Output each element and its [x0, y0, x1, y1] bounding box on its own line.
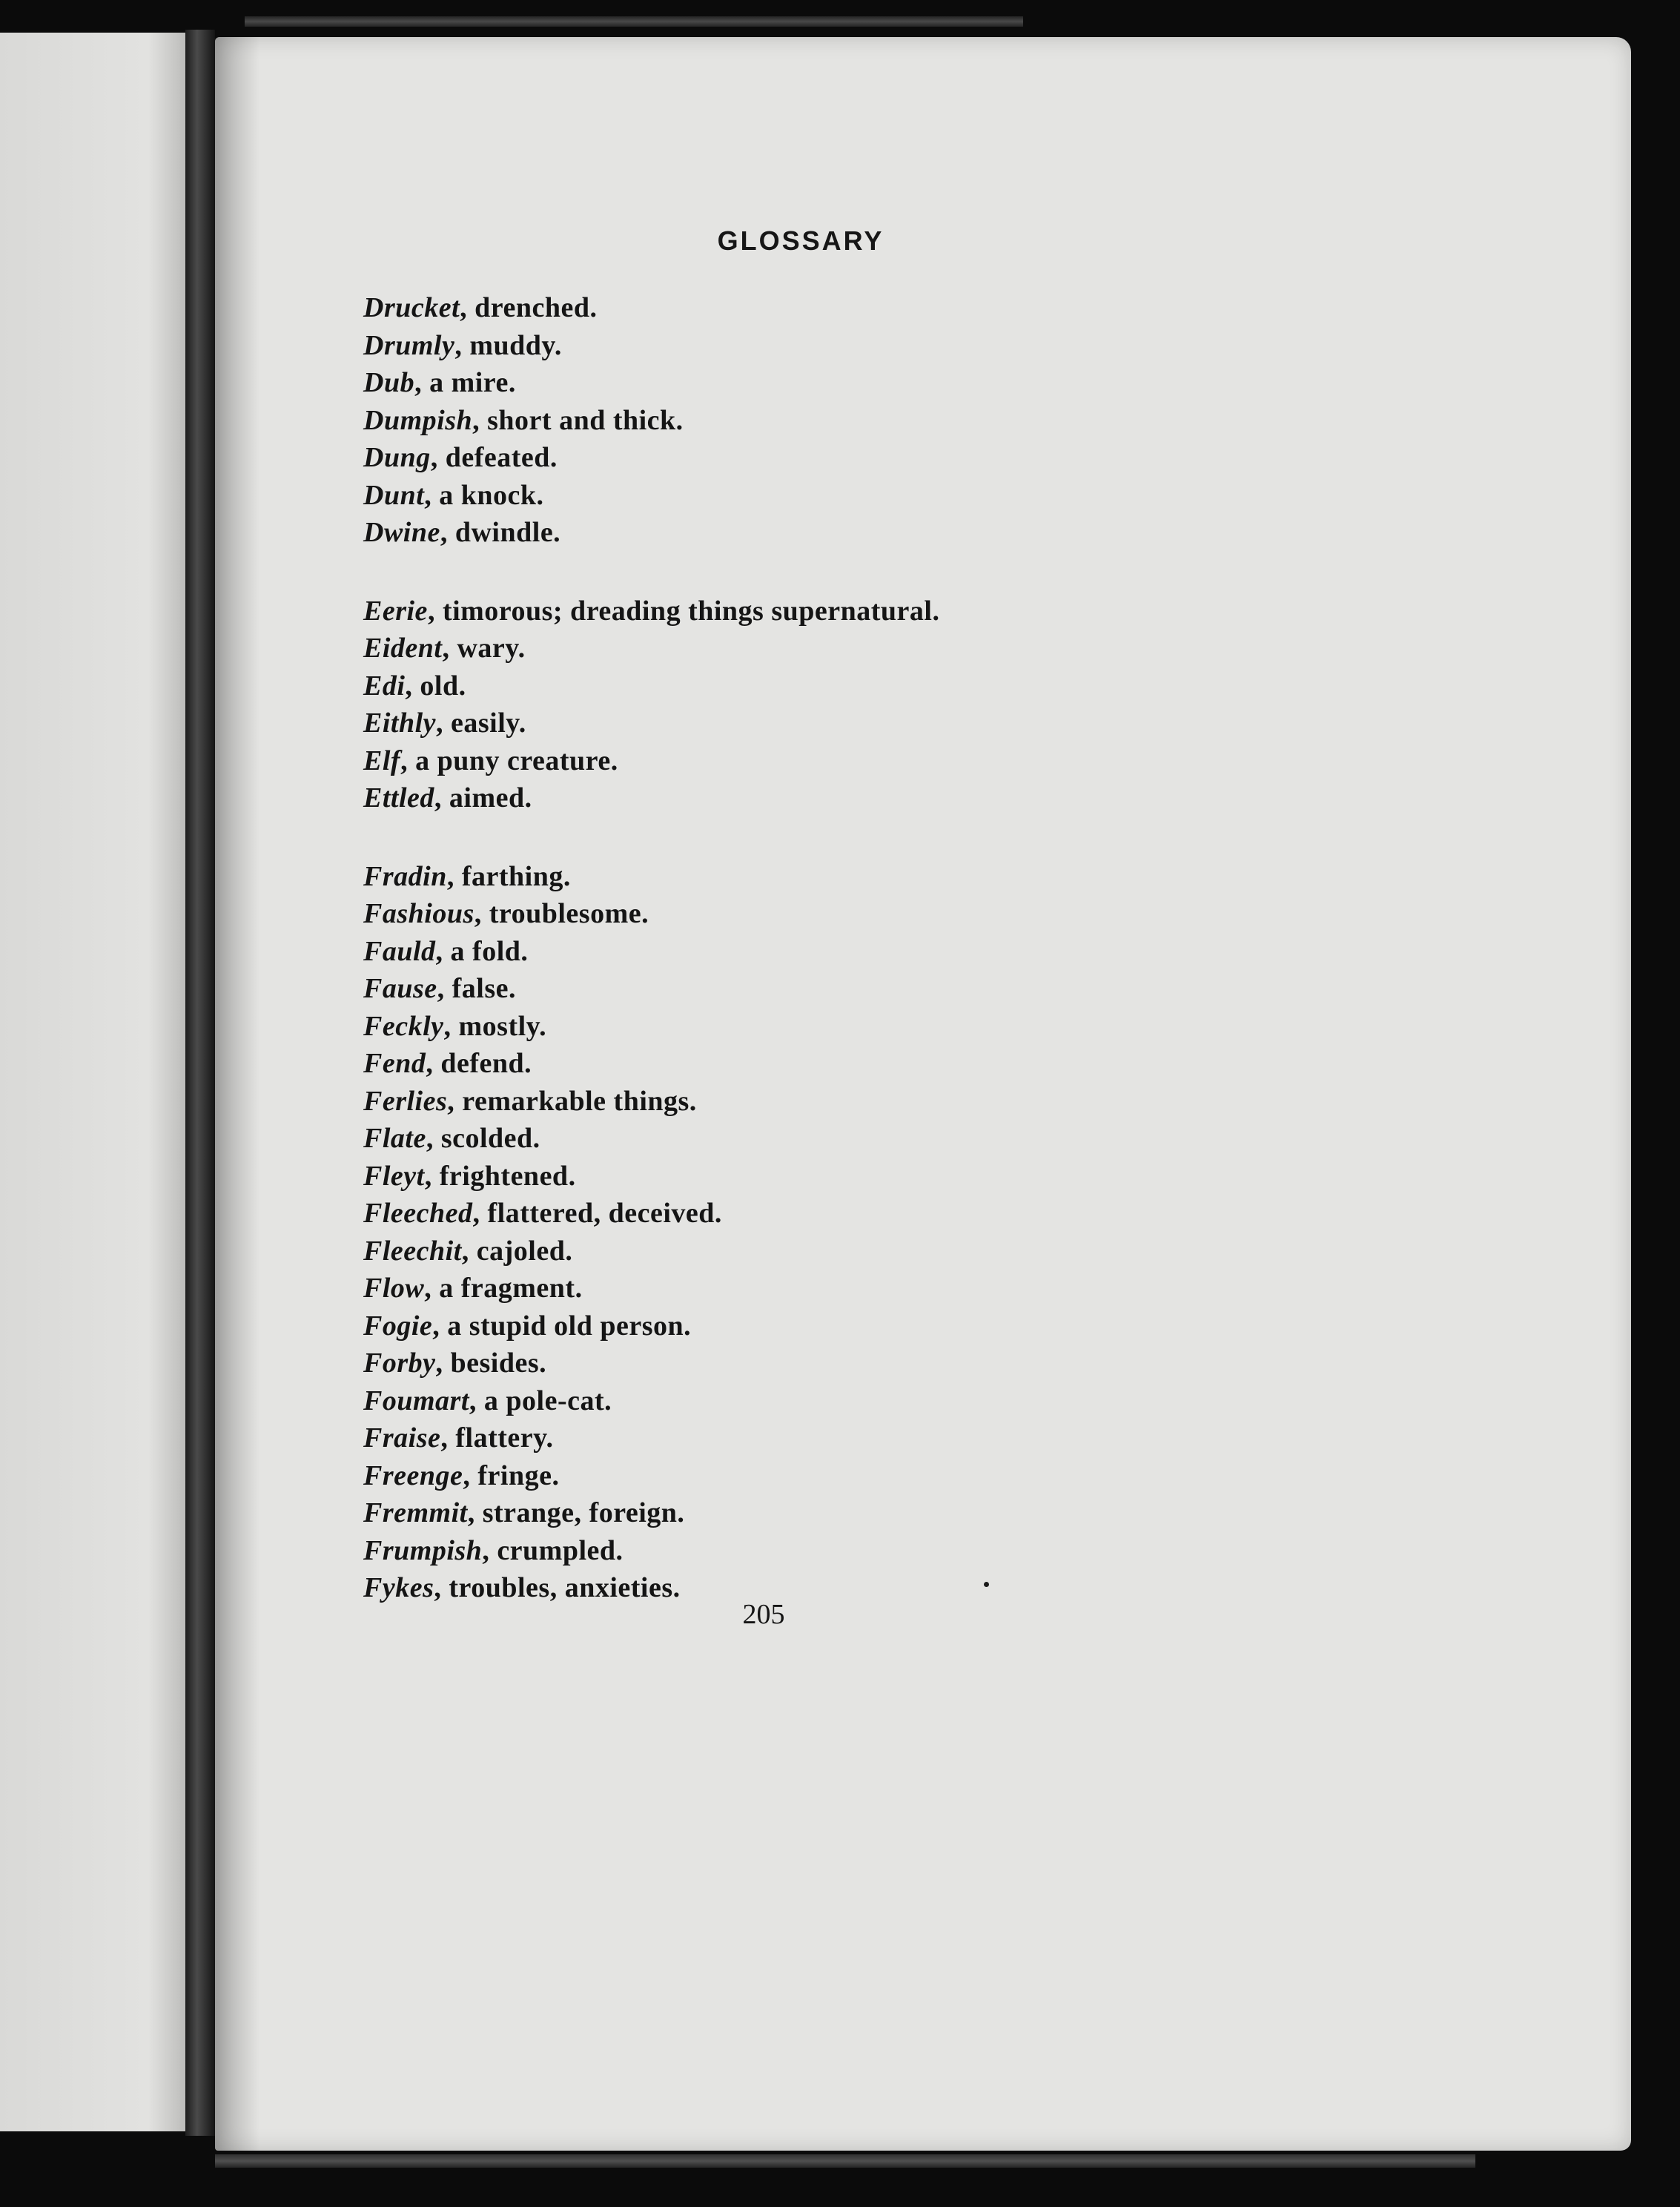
- glossary-definition: , defeated.: [430, 442, 558, 473]
- glossary-term: Dumpish: [363, 404, 473, 436]
- glossary-term: Forby: [363, 1347, 436, 1379]
- glossary-entry: [363, 289, 1475, 327]
- glossary-entries: [363, 289, 1475, 1607]
- ink-speck: [984, 1582, 989, 1587]
- glossary-term: Dunt: [363, 479, 425, 511]
- scanner-edge-bottom: [215, 2154, 1475, 2168]
- page-number: 205: [742, 1599, 785, 1630]
- glossary-term: Foumart: [363, 1385, 469, 1416]
- glossary-definition: , a pole-cat.: [469, 1385, 612, 1416]
- glossary-entry: [363, 1270, 1475, 1307]
- glossary-term: Edi: [363, 670, 406, 702]
- glossary-term: Flate: [363, 1123, 426, 1154]
- glossary-definition: , troublesome.: [474, 898, 649, 929]
- glossary-entry: [363, 364, 1475, 402]
- glossary-entry: [363, 1494, 1475, 1532]
- glossary-entry: [363, 1532, 1475, 1570]
- glossary-entry: [363, 402, 1475, 440]
- glossary-term: Frumpish: [363, 1534, 483, 1566]
- glossary-entry: [363, 439, 1475, 477]
- glossary-entry: [363, 1345, 1475, 1382]
- glossary-entry: [363, 895, 1475, 933]
- glossary-definition: , wary.: [442, 633, 526, 664]
- glossary-definition: , troubles, anxieties.: [434, 1572, 681, 1603]
- glossary-term: Ferlies: [363, 1085, 448, 1117]
- glossary-definition: , drenched.: [460, 292, 598, 323]
- glossary-entry: [363, 327, 1475, 365]
- glossary-term: Fykes: [363, 1572, 434, 1603]
- glossary-entry: [363, 1419, 1475, 1457]
- glossary-term: Dwine: [363, 517, 440, 548]
- glossary-entry: [363, 630, 1475, 667]
- glossary-term: Fend: [363, 1048, 426, 1079]
- glossary-entry: [363, 1307, 1475, 1345]
- glossary-definition: , dwindle.: [440, 517, 561, 548]
- glossary-term: Drucket: [363, 292, 460, 323]
- glossary-term: Eithly: [363, 707, 437, 739]
- glossary-definition: , aimed.: [434, 782, 532, 814]
- glossary-definition: , a puny creature.: [400, 745, 618, 776]
- glossary-entry: [363, 1382, 1475, 1420]
- glossary-definition: , remarkable things.: [447, 1085, 697, 1117]
- glossary-entry: [363, 742, 1475, 780]
- glossary-definition: , a fold.: [435, 935, 529, 967]
- glossary-term: Elf: [363, 745, 401, 776]
- glossary-entry: [363, 1158, 1475, 1195]
- book-gutter: [185, 30, 215, 2136]
- glossary-definition: , fringe.: [463, 1459, 560, 1491]
- glossary-definition: , flattered, deceived.: [472, 1198, 722, 1229]
- glossary-definition: , flattery.: [440, 1422, 554, 1454]
- glossary-term: Fleechit: [363, 1235, 462, 1267]
- glossary-term: Freenge: [363, 1459, 463, 1491]
- group-spacer: [363, 552, 1475, 593]
- glossary-entry: [363, 1120, 1475, 1158]
- glossary-entry: [363, 593, 1475, 630]
- glossary-definition: , false.: [437, 973, 517, 1004]
- glossary-entry: [363, 1083, 1475, 1121]
- glossary-term: Fraise: [363, 1422, 441, 1454]
- facing-page-edge: [0, 33, 185, 2131]
- glossary-definition: , farthing.: [446, 860, 571, 892]
- glossary-definition: , strange, foreign.: [467, 1497, 685, 1528]
- glossary-entry: [363, 1569, 1475, 1607]
- glossary-term: Fashious: [363, 898, 474, 929]
- glossary-definition: , a stupid old person.: [432, 1310, 692, 1342]
- glossary-entry: [363, 1045, 1475, 1083]
- glossary-definition: , defend.: [426, 1048, 532, 1079]
- glossary-term: Eident: [363, 633, 443, 664]
- group-spacer: [363, 817, 1475, 858]
- glossary-definition: , cajoled.: [461, 1235, 573, 1267]
- glossary-term: Fogie: [363, 1310, 433, 1342]
- glossary-entry: [363, 1233, 1475, 1270]
- glossary-term: Fremmit: [363, 1497, 468, 1528]
- glossary-entry: [363, 779, 1475, 817]
- page-heading: GLOSSARY: [717, 225, 884, 256]
- glossary-entry: [363, 514, 1475, 552]
- glossary-term: Dung: [363, 442, 431, 473]
- glossary-entry: [363, 858, 1475, 896]
- glossary-term: Fauld: [363, 935, 436, 967]
- glossary-definition: , muddy.: [454, 329, 562, 361]
- glossary-term: Fause: [363, 973, 437, 1004]
- glossary-definition: , mostly.: [443, 1010, 547, 1042]
- glossary-term: Feckly: [363, 1010, 444, 1042]
- glossary-entry: [363, 477, 1475, 515]
- glossary-definition: , short and thick.: [472, 404, 684, 436]
- glossary-definition: , a knock.: [424, 479, 544, 511]
- glossary-term: Eerie: [363, 595, 428, 627]
- glossary-entry: [363, 933, 1475, 971]
- glossary-definition: , crumpled.: [482, 1534, 624, 1566]
- glossary-term: Fleeched: [363, 1198, 473, 1229]
- glossary-term: Dub: [363, 367, 415, 398]
- glossary-term: Fleyt: [363, 1160, 425, 1192]
- glossary-entry: [363, 1195, 1475, 1233]
- glossary-entry: [363, 1457, 1475, 1495]
- glossary-definition: , a mire.: [414, 367, 516, 398]
- glossary-entry: [363, 1008, 1475, 1046]
- glossary-term: Flow: [363, 1273, 425, 1304]
- glossary-definition: , old.: [405, 670, 466, 702]
- glossary-definition: , easily.: [436, 707, 526, 739]
- glossary-term: Ettled: [363, 782, 434, 814]
- glossary-definition: , scolded.: [426, 1123, 540, 1154]
- glossary-term: Fradin: [363, 860, 447, 892]
- glossary-entry: [363, 970, 1475, 1008]
- glossary-term: Drumly: [363, 329, 455, 361]
- glossary-definition: , timorous; dreading things supernatural.: [427, 595, 940, 627]
- glossary-definition: , a fragment.: [424, 1273, 583, 1304]
- glossary-definition: , frightened.: [424, 1160, 576, 1192]
- gutter-shadow: [215, 37, 259, 2151]
- glossary-definition: , besides.: [435, 1347, 547, 1379]
- scanner-edge-top: [245, 16, 1023, 27]
- glossary-entry: [363, 667, 1475, 705]
- glossary-entry: [363, 705, 1475, 742]
